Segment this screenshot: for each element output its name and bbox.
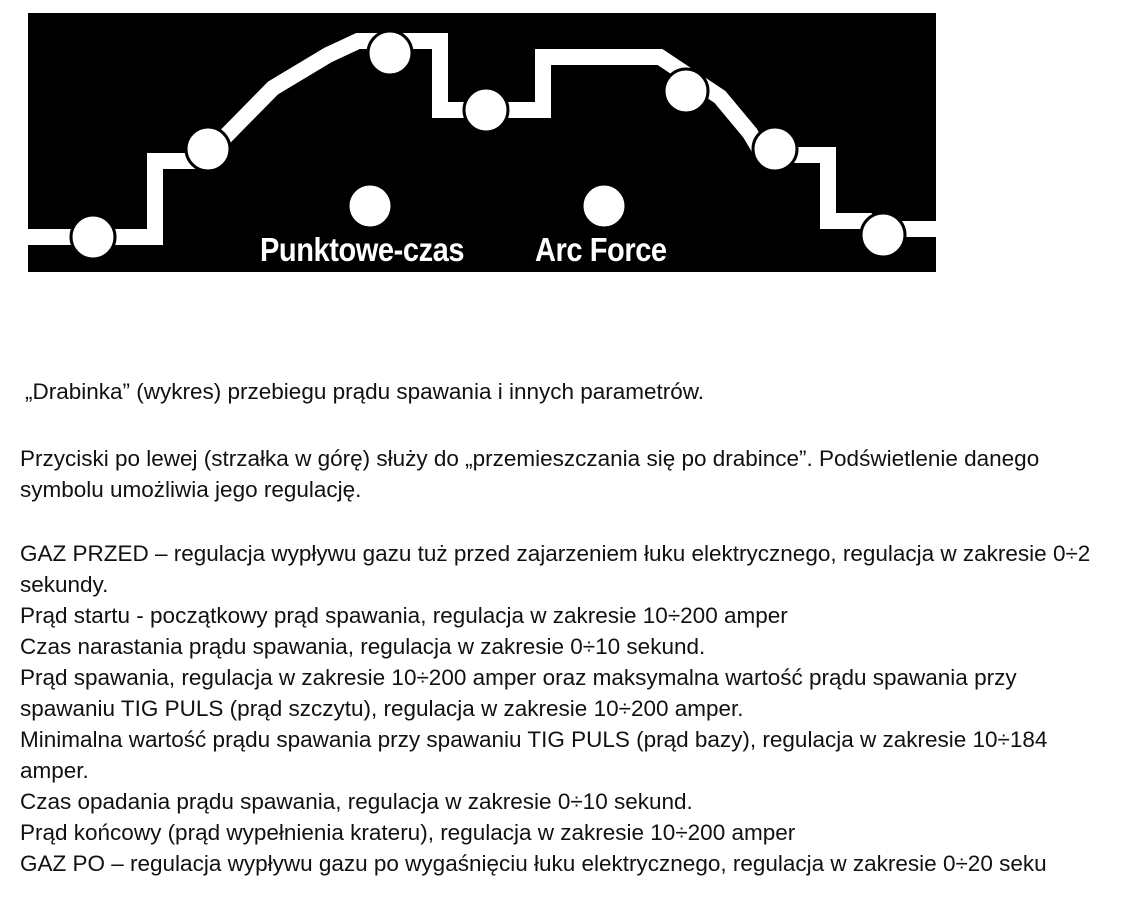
parameter-line: amper. <box>20 758 89 783</box>
parameters-list <box>20 538 1130 879</box>
parameter-line: GAZ PRZED – regulacja wypływu gazu tuż przed zajarzeniem łuku elektrycznego, regulacja w zakresie 0÷2 <box>20 541 1091 566</box>
node-spot-time[interactable] <box>348 184 392 228</box>
node-gas-after[interactable] <box>861 213 905 257</box>
node-start-current[interactable] <box>186 127 230 171</box>
parameter-line: Czas opadania prądu spawania, regulacja w zakresie 0÷10 sekund. <box>20 789 693 814</box>
node-welding-current[interactable] <box>368 31 412 75</box>
welding-ladder-diagram <box>28 13 936 272</box>
label-spot-time: Punktowe-czas <box>260 231 465 268</box>
navigation-paragraph <box>20 443 1130 505</box>
node-arc-force[interactable] <box>582 184 626 228</box>
paragraph-line: symbolu umożliwia jego regulację. <box>20 477 362 502</box>
parameter-line: GAZ PO – regulacja wypływu gazu po wygaśnięciu łuku elektrycznego, regulacja w zakresie 0÷20 seku <box>20 851 1047 876</box>
parameter-line: Prąd spawania, regulacja w zakresie 10÷200 amper oraz maksymalna wartość prądu spawania przy <box>20 665 1017 690</box>
ladder-graphic <box>28 13 936 272</box>
diagram-caption: „Drabinka” (wykres) przebiegu prądu spawania i innych parametrów. <box>25 379 705 404</box>
parameter-line: Czas narastania prądu spawania, regulacja w zakresie 0÷10 sekund. <box>20 634 706 659</box>
node-gas-before[interactable] <box>71 215 115 259</box>
parameter-line: sekundy. <box>20 572 109 597</box>
paragraph-line: Przyciski po lewej (strzałka w górę) służy do „przemieszczania się po drabince”. Podświetlenie danego <box>20 446 1040 471</box>
node-peak-right[interactable] <box>664 69 708 113</box>
node-base-current[interactable] <box>464 88 508 132</box>
parameter-line: Minimalna wartość prądu spawania przy spawaniu TIG PULS (prąd bazy), regulacja w zakresie 10÷184 <box>20 727 1048 752</box>
ladder-line <box>28 41 936 237</box>
parameter-line: Prąd końcowy (prąd wypełnienia krateru), regulacja w zakresie 10÷200 amper <box>20 820 796 845</box>
parameter-line: spawaniu TIG PULS (prąd szczytu), regulacja w zakresie 10÷200 amper. <box>20 696 744 721</box>
node-end-current[interactable] <box>753 127 797 171</box>
parameter-line: Prąd startu - początkowy prąd spawania, regulacja w zakresie 10÷200 amper <box>20 603 788 628</box>
label-arc-force: Arc Force <box>535 231 667 268</box>
ladder-nodes <box>71 31 905 259</box>
